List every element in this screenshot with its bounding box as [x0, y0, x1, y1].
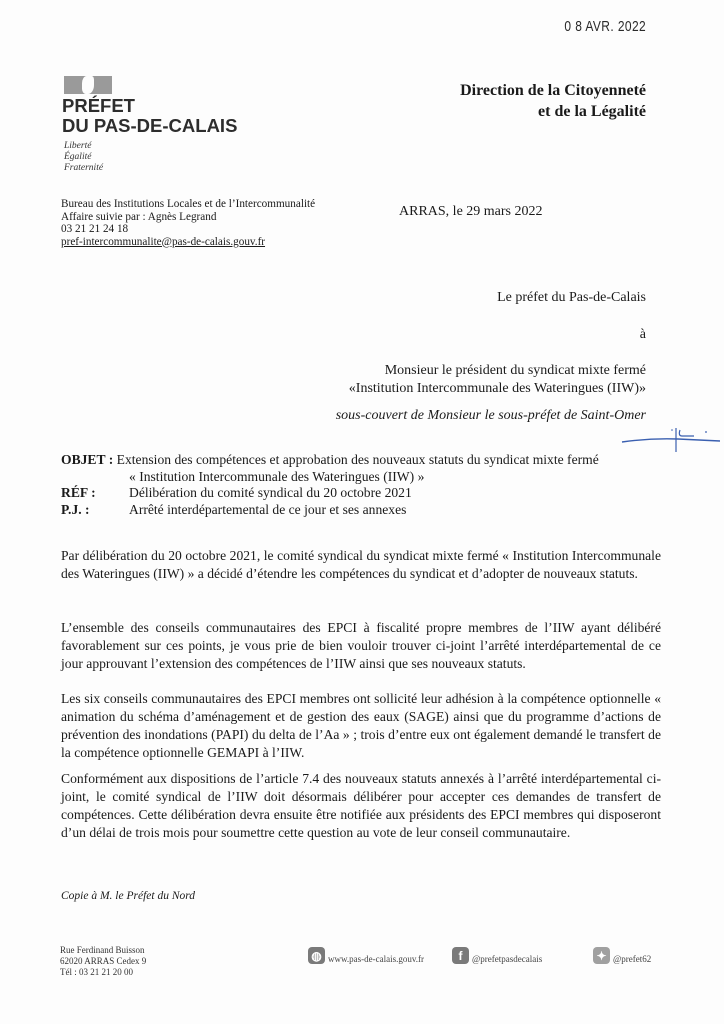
objet-line1: Extension des compétences et approbation des nouveaux statuts du syndicat mixte fermé [116, 452, 599, 467]
logo-title-line1: PRÉFET [62, 95, 135, 116]
ref-value: Délibération du comité syndical du 20 octobre 2021 [129, 485, 412, 500]
footer-phone: Tél : 03 21 21 20 00 [60, 967, 133, 977]
motto-fraternite: Fraternité [64, 163, 104, 173]
footer-twitter[interactable] [593, 947, 651, 964]
body-paragraph: Les six conseils communautaires des EPCI membres ont sollicité leur adhésion à la compétence optionnelle « animation du schéma d’aménagement et de gestion des eaux (SAGE) ainsi que du programme d’actions de prévention des inondations (PAPI) du delta de l’Aa » ; trois d’entre eux ont également demandé le transfert de la compétence optionnelle GEMAPI à l’IIW. [61, 691, 661, 760]
footer-address [60, 945, 146, 978]
objet-line2: « Institution Intercommunale des Wateringues (IIW) » [129, 468, 425, 484]
bureau-email-link[interactable]: pref-intercommunalite@pas-de-calais.gouv.fr [61, 235, 266, 248]
footer-street: Rue Ferdinand Buisson [60, 945, 145, 955]
pj-label: P.J. : [61, 501, 90, 517]
recipient [349, 362, 646, 398]
motto-egalite: Égalité [64, 152, 92, 162]
letter-subject-block [61, 452, 599, 518]
direction-heading [460, 80, 646, 122]
bureau-info [61, 198, 315, 248]
recipient-line1: Monsieur le président du syndicat mixte fermé [384, 363, 646, 378]
facebook-handle[interactable]: @prefetpasdecalais [472, 954, 543, 964]
facebook-icon: f [452, 947, 469, 964]
bureau-phone: 03 21 21 24 18 [61, 223, 129, 235]
pj-value: Arrêté interdépartemental de ce jour et ses annexes [129, 501, 407, 517]
received-date-stamp: 0 8 AVR. 2022 [564, 18, 646, 35]
logo-title-line2: DU PAS-DE-CALAIS [62, 115, 238, 136]
sender: Le préfet du Pas-de-Calais [497, 290, 646, 305]
to-label: à [639, 327, 646, 342]
place-date: ARRAS, le 29 mars 2022 [399, 204, 543, 219]
direction-line1: Direction de la Citoyenneté [460, 82, 646, 99]
motto-liberte: Liberté [64, 141, 92, 151]
body-paragraph: Par délibération du 20 octobre 2021, le comité syndical du syndicat mixte fermé « Institution Intercommunale des Wateringues (IIW) » a décidé d’étendre les compétences du syndicat et d’adopter de nouveaux statuts. [61, 548, 661, 581]
body-paragraph: Conformément aux dispositions de l’article 7.4 des nouveaux statuts annexés à l’arrêté interdépartemental ci-joint, le comité syndical de l’IIW doit désormais délibérer pour accepter ces demandes de transfert de compétences. Cette délibération devra ensuite être notifiée aux présidents des EPCI membres qui disposeront d’un délai de trois mois pour soumettre cette question au vote de leur conseil communautaire. [61, 771, 661, 840]
website-link[interactable]: www.pas-de-calais.gouv.fr [328, 954, 425, 964]
recipient-line2: «Institution Intercommunale des Wateringues (IIW)» [348, 381, 646, 396]
prefecture-logo-title [62, 96, 237, 136]
footer-website[interactable] [308, 947, 424, 964]
marianne-logo-icon [64, 76, 112, 94]
footer-city: 62020 ARRAS Cedex 9 [60, 956, 147, 966]
twitter-handle[interactable]: @prefet62 [613, 954, 652, 964]
twitter-icon: ✦ [593, 947, 610, 964]
copy-to: Copie à M. le Préfet du Nord [61, 890, 196, 902]
direction-line2: et de la Légalité [538, 103, 646, 120]
handwritten-signature-icon [620, 424, 724, 454]
ref-label: RÉF : [61, 485, 96, 500]
bureau-contact: Affaire suivie par : Agnès Legrand [61, 210, 217, 223]
bureau-name: Bureau des Institutions Locales et de l’Intercommunalité [61, 198, 316, 210]
footer-facebook[interactable] [452, 947, 542, 964]
body-paragraph: L’ensemble des conseils communautaires des EPCI à fiscalité propre membres de l’IIW ayant délibéré favorablement sur ces points, je vous prie de bien vouloir trouver ci-joint l’arrêté interdépartemental de ce jour approuvant l’extension des compétences de l’IIW ainsi que ses nouveaux statuts. [61, 620, 661, 671]
objet-label: OBJET : [61, 452, 114, 467]
republic-motto [64, 141, 103, 174]
globe-icon: ◍ [308, 947, 325, 964]
via-line: sous-couvert de Monsieur le sous-préfet de Saint-Omer [335, 408, 646, 423]
